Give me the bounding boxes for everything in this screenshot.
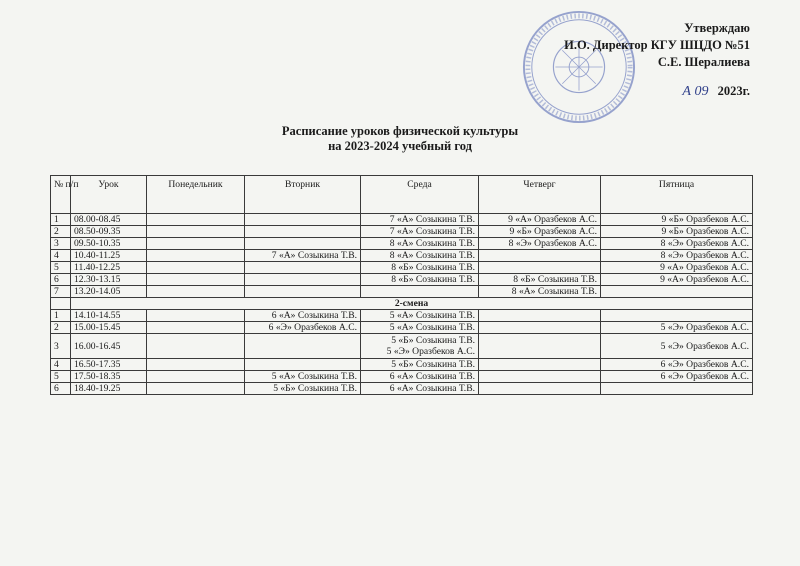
wednesday-cell <box>361 286 479 298</box>
lesson-time: 17.50-18.35 <box>71 371 147 383</box>
row-number: 4 <box>51 359 71 371</box>
tuesday-cell <box>245 214 361 226</box>
wednesday-cell: 6 «А» Созыкина Т.В. <box>361 383 479 395</box>
tuesday-cell <box>245 286 361 298</box>
wednesday-cell: 6 «А» Созыкина Т.В. <box>361 371 479 383</box>
lesson-time: 09.50-10.35 <box>71 238 147 250</box>
table-header-row <box>51 176 753 214</box>
monday-cell <box>147 274 245 286</box>
thursday-cell <box>479 359 601 371</box>
shift-label-row <box>51 298 753 310</box>
approval-signature-row <box>564 83 750 100</box>
tuesday-cell: 6 «А» Созыкина Т.В. <box>245 310 361 322</box>
tuesday-cell <box>245 226 361 238</box>
thursday-cell: 8 «Б» Созыкина Т.В. <box>479 274 601 286</box>
tuesday-cell: 7 «А» Созыкина Т.В. <box>245 250 361 262</box>
friday-cell: 8 «Э» Оразбеков А.С. <box>601 238 753 250</box>
lesson-time: 12.30-13.15 <box>71 274 147 286</box>
lesson-time: 08.00-08.45 <box>71 214 147 226</box>
tuesday-cell <box>245 238 361 250</box>
table-row <box>51 250 753 262</box>
row-number: 6 <box>51 383 71 395</box>
row-number: 5 <box>51 262 71 274</box>
wednesday-cell: 8 «Б» Созыкина Т.В. <box>361 274 479 286</box>
monday-cell <box>147 371 245 383</box>
thursday-cell: 8 «Э» Оразбеков А.С. <box>479 238 601 250</box>
tuesday-cell <box>245 262 361 274</box>
header-tuesday: Вторник <box>245 176 361 214</box>
tuesday-cell: 5 «Б» Созыкина Т.В. <box>245 383 361 395</box>
row-number: 4 <box>51 250 71 262</box>
table-row <box>51 238 753 250</box>
monday-cell <box>147 250 245 262</box>
friday-cell: 9 «Б» Оразбеков А.С. <box>601 214 753 226</box>
tuesday-cell <box>245 359 361 371</box>
wednesday-cell: 8 «А» Созыкина Т.В. <box>361 250 479 262</box>
table-row <box>51 262 753 274</box>
thursday-cell: 8 «А» Созыкина Т.В. <box>479 286 601 298</box>
lesson-time: 16.50-17.35 <box>71 359 147 371</box>
approval-name: С.Е. Шералиева <box>657 55 750 69</box>
thursday-cell <box>479 371 601 383</box>
row-number: 2 <box>51 322 71 334</box>
thursday-cell <box>479 383 601 395</box>
tuesday-cell <box>245 334 361 359</box>
lesson-time: 11.40-12.25 <box>71 262 147 274</box>
row-number: 2 <box>51 226 71 238</box>
schedule-table <box>50 175 753 395</box>
document-title <box>0 124 800 154</box>
row-number: 3 <box>51 334 71 359</box>
thursday-cell <box>479 322 601 334</box>
title-line-2: на 2023-2024 учебный год <box>328 139 472 153</box>
shift2-label-body <box>51 298 753 310</box>
monday-cell <box>147 322 245 334</box>
header-thursday: Четверг <box>479 176 601 214</box>
tuesday-cell: 5 «А» Созыкина Т.В. <box>245 371 361 383</box>
monday-cell <box>147 310 245 322</box>
friday-cell: 8 «Э» Оразбеков А.С. <box>601 250 753 262</box>
header-monday: Понедельник <box>147 176 245 214</box>
thursday-cell <box>479 250 601 262</box>
friday-cell: 6 «Э» Оразбеков А.С. <box>601 359 753 371</box>
header-lesson: Урок <box>71 176 147 214</box>
wednesday-cell: 5 «А» Созыкина Т.В. <box>361 310 479 322</box>
lesson-time: 14.10-14.55 <box>71 310 147 322</box>
lesson-time: 08.50-09.35 <box>71 226 147 238</box>
lesson-time: 10.40-11.25 <box>71 250 147 262</box>
monday-cell <box>147 226 245 238</box>
thursday-cell <box>479 310 601 322</box>
wednesday-cell: 8 «Б» Созыкина Т.В. <box>361 262 479 274</box>
header-number: № п/п <box>51 176 71 214</box>
table-row <box>51 334 753 359</box>
wednesday-cell: 8 «А» Созыкина Т.В. <box>361 238 479 250</box>
shift1-body <box>51 214 753 298</box>
row-number: 3 <box>51 238 71 250</box>
table-cell <box>51 298 71 310</box>
friday-cell: 6 «Э» Оразбеков А.С. <box>601 371 753 383</box>
shift2-body <box>51 310 753 395</box>
header-wednesday: Среда <box>361 176 479 214</box>
table-row <box>51 371 753 383</box>
lesson-time: 18.40-19.25 <box>71 383 147 395</box>
wednesday-cell: 5 «Б» Созыкина Т.В. <box>361 359 479 371</box>
approval-year: 2023г. <box>717 84 750 98</box>
lesson-time: 15.00-15.45 <box>71 322 147 334</box>
tuesday-cell <box>245 274 361 286</box>
table-row <box>51 286 753 298</box>
wednesday-cell: 7 «А» Созыкина Т.В. <box>361 214 479 226</box>
table-row <box>51 274 753 286</box>
signature: А 09 <box>682 84 709 99</box>
friday-cell: 9 «А» Оразбеков А.С. <box>601 274 753 286</box>
header-friday: Пятница <box>601 176 753 214</box>
friday-cell <box>601 383 753 395</box>
row-number: 5 <box>51 371 71 383</box>
tuesday-cell: 6 «Э» Оразбеков А.С. <box>245 322 361 334</box>
table-row <box>51 322 753 334</box>
friday-cell: 5 «Э» Оразбеков А.С. <box>601 334 753 359</box>
shift-label: 2-смена <box>71 298 753 310</box>
row-number: 7 <box>51 286 71 298</box>
friday-cell: 9 «Б» Оразбеков А.С. <box>601 226 753 238</box>
monday-cell <box>147 359 245 371</box>
wednesday-entry: 5 «Б» Созыкина Т.В. <box>391 335 475 346</box>
thursday-cell: 9 «Б» Оразбеков А.С. <box>479 226 601 238</box>
thursday-cell <box>479 334 601 359</box>
table-row <box>51 310 753 322</box>
table-row <box>51 383 753 395</box>
table-row <box>51 226 753 238</box>
friday-cell: 5 «Э» Оразбеков А.С. <box>601 322 753 334</box>
monday-cell <box>147 262 245 274</box>
table-row <box>51 214 753 226</box>
friday-cell <box>601 286 753 298</box>
thursday-cell <box>479 262 601 274</box>
approval-title: Утверждаю <box>684 21 750 35</box>
wednesday-entry: 5 «Э» Оразбеков А.С. <box>386 346 475 357</box>
row-number: 1 <box>51 214 71 226</box>
monday-cell <box>147 214 245 226</box>
wednesday-cell: 7 «А» Созыкина Т.В. <box>361 226 479 238</box>
monday-cell <box>147 334 245 359</box>
title-line-1: Расписание уроков физической культуры <box>281 124 519 138</box>
lesson-time: 13.20-14.05 <box>71 286 147 298</box>
table-row <box>51 359 753 371</box>
friday-cell <box>601 310 753 322</box>
wednesday-cell: 5 «А» Созыкина Т.В. <box>361 322 479 334</box>
monday-cell <box>147 286 245 298</box>
thursday-cell: 9 «А» Оразбеков А.С. <box>479 214 601 226</box>
friday-cell: 9 «А» Оразбеков А.С. <box>601 262 753 274</box>
approval-position: И.О. Директор КГУ ШЦДО №51 <box>564 38 750 52</box>
row-number: 6 <box>51 274 71 286</box>
monday-cell <box>147 383 245 395</box>
approval-block <box>564 20 750 100</box>
wednesday-cell <box>361 334 479 359</box>
row-number: 1 <box>51 310 71 322</box>
lesson-time: 16.00-16.45 <box>71 334 147 359</box>
monday-cell <box>147 238 245 250</box>
